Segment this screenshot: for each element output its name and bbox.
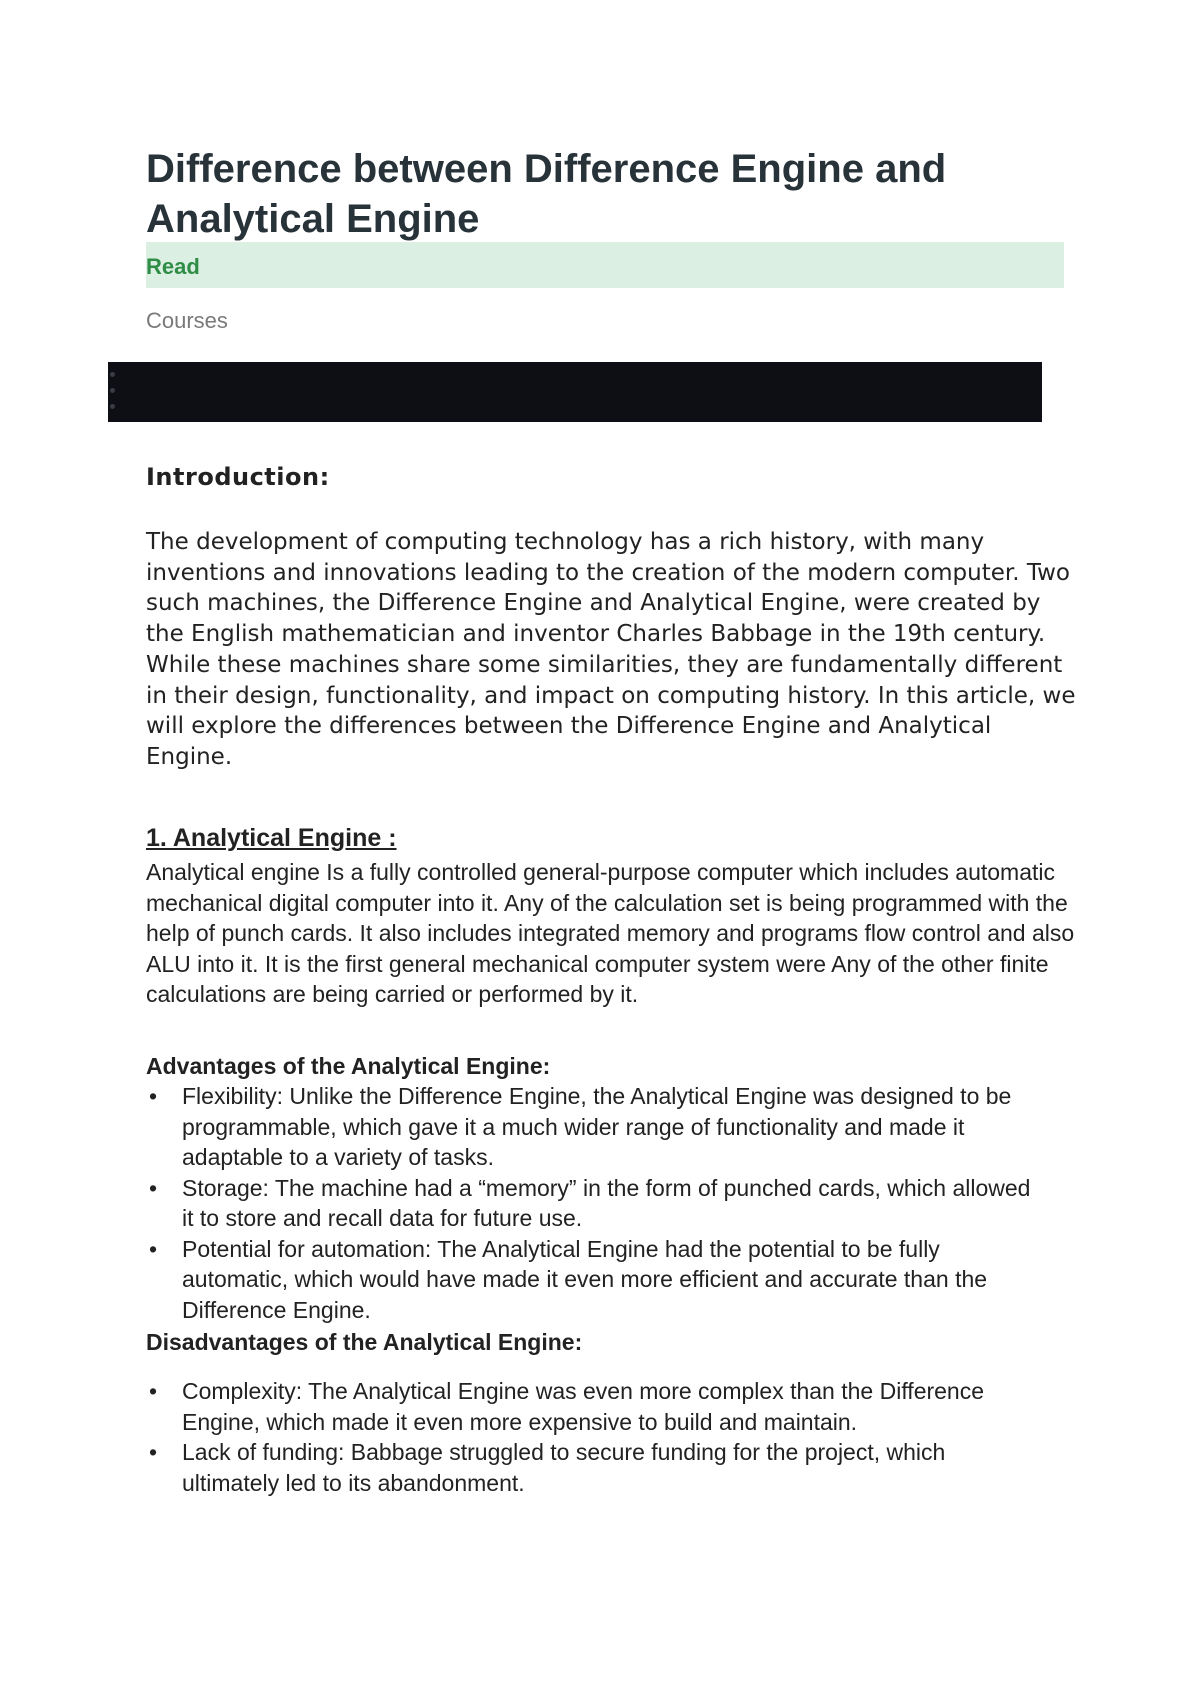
list-item-text: Potential for automation: The Analytical Engine had the potential to be fully automatic, which would have made it even more efficient and accurate than the Difference Engine. (182, 1235, 988, 1323)
disadvantages-list (146, 1376, 1046, 1498)
courses-tab[interactable]: Courses (146, 308, 228, 333)
list-item-text: Complexity: The Analytical Engine was even more complex than the Difference Engine, which made it even more expensive to build and maintain. (182, 1378, 985, 1435)
list-item-text: Storage: The machine had a “memory” in the form of punched cards, which allowed it to store and recall data for future use. (182, 1174, 1031, 1231)
list-item (146, 1376, 1046, 1437)
list-item (146, 1081, 1046, 1173)
ad-banner (108, 362, 1042, 422)
list-item (146, 1173, 1046, 1234)
banner-dot (110, 372, 115, 377)
list-item (146, 1234, 1046, 1326)
analytical-engine-heading: 1. Analytical Engine : (146, 824, 397, 852)
analytical-engine-paragraph: Analytical engine Is a fully controlled general-purpose computer which includes automatic mechanical digital computer into it. Any of the calculation set is being programmed with the help of punch cards. It also includes integrated memory and programs flow control and also ALU into it. It is the first general mechanical computer system were Any of the other finite calculations are being carried or performed by it. (146, 859, 1075, 1007)
introduction-heading: Introduction: (146, 463, 330, 491)
read-tab[interactable]: Read (146, 254, 200, 279)
list-item (146, 1437, 1046, 1498)
list-item-text: Lack of funding: Babbage struggled to secure funding for the project, which ultimately led to its abandonment. (182, 1439, 946, 1496)
bullet-icon: • (149, 1235, 158, 1262)
disadvantages-heading: Disadvantages of the Analytical Engine: (146, 1329, 583, 1355)
bullet-icon: • (149, 1439, 158, 1465)
advantages-list (146, 1081, 1046, 1325)
advantages-heading: Advantages of the Analytical Engine: (146, 1053, 551, 1079)
banner-dot (110, 404, 115, 409)
article-title: Difference between Difference Engine and Analytical Engine (146, 147, 947, 241)
banner-dot (110, 388, 115, 393)
bullet-icon: • (149, 1083, 158, 1109)
bullet-icon: • (149, 1174, 158, 1201)
bullet-icon: • (149, 1378, 158, 1404)
read-tab-bar (146, 242, 1064, 288)
introduction-paragraph: The development of computing technology has a rich history, with many inventions and innovations leading to the creation of the modern computer. Two such machines, the Difference Engine and Analytical Engine, were created by the English mathematician and inventor Charles Babbage in the 19th century. While these machines share some similarities, they are fundamentally different in their design, functionality, and impact on computing history. In this article, we will explore the differences between the Difference Engine and Analytical Engine. (146, 529, 1076, 770)
list-item-text: Flexibility: Unlike the Difference Engine, the Analytical Engine was designed to be programmable, which gave it a much wider range of functionality and made it adaptable to a variety of tasks. (182, 1083, 1012, 1170)
